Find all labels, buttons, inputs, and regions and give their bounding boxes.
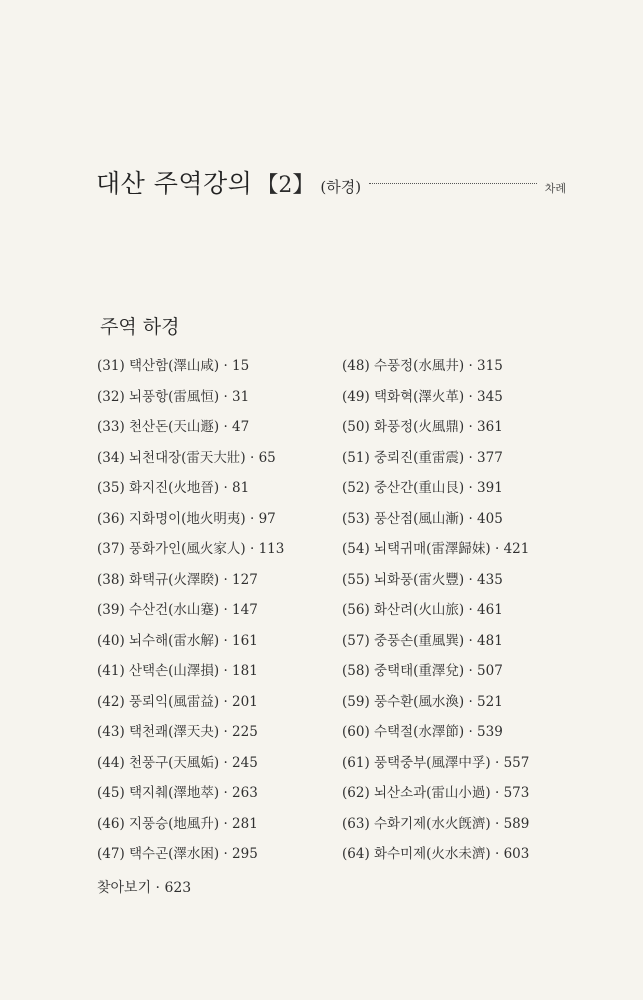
toc-entry: (34) 뇌천대장(雷天大壯) · 65 <box>97 449 276 466</box>
toc-entry: (36) 지화명이(地火明夷) · 97 <box>97 510 276 527</box>
toc-entry: (42) 풍뢰익(風雷益) · 201 <box>97 693 258 710</box>
toc-entry: (31) 택산함(澤山咸) · 15 <box>97 358 250 374</box>
toc-entry: (50) 화풍정(火風鼎) · 361 <box>342 419 503 435</box>
toc-entry: (45) 택지췌(澤地萃) · 263 <box>97 785 258 801</box>
toc-entry: (33) 천산돈(天山遯) · 47 <box>97 419 250 435</box>
index-entry: 찾아보기 · 623 <box>97 880 192 896</box>
toc-entry: (48) 수풍정(水風井) · 315 <box>342 358 503 374</box>
page-header <box>96 164 566 200</box>
toc-entry: (63) 수화기제(水火旣濟) · 589 <box>342 815 530 832</box>
toc-entry: (56) 화산려(火山旅) · 461 <box>342 602 503 618</box>
toc-entry: (32) 뇌풍항(雷風恒) · 31 <box>97 388 250 405</box>
toc-entry: (60) 수택절(水澤節) · 539 <box>342 724 503 740</box>
toc-entry: (47) 택수곤(澤水困) · 295 <box>97 846 258 862</box>
contents-label: 차례 <box>544 182 566 195</box>
toc-entry: (53) 풍산점(風山漸) · 405 <box>342 510 503 527</box>
toc-entry: (59) 풍수환(風水渙) · 521 <box>342 693 503 710</box>
dot-leader <box>369 183 537 184</box>
toc-entry: (55) 뇌화풍(雷火豐) · 435 <box>342 571 503 588</box>
toc-entry: (44) 천풍구(天風姤) · 245 <box>97 754 258 771</box>
toc-entry: (62) 뇌산소과(雷山小過) · 573 <box>342 785 530 801</box>
toc-entry: (61) 풍택중부(風澤中孚) · 557 <box>342 754 530 771</box>
toc-entry: (39) 수산건(水山蹇) · 147 <box>97 602 258 618</box>
toc-entry: (58) 중택태(重澤兌) · 507 <box>342 663 503 679</box>
toc-entry: (46) 지풍승(地風升) · 281 <box>97 815 258 832</box>
toc-entry: (41) 산택손(山澤損) · 181 <box>97 663 258 679</box>
toc-entry: (35) 화지진(火地晉) · 81 <box>97 480 250 496</box>
section-title: 주역 하경 <box>100 316 180 338</box>
toc-entry: (64) 화수미제(火水未濟) · 603 <box>342 846 530 862</box>
toc-entry: (54) 뇌택귀매(雷澤歸妹) · 421 <box>342 541 530 557</box>
toc-entry: (37) 풍화가인(風火家人) · 113 <box>97 541 285 557</box>
toc-entry: (51) 중뢰진(重雷震) · 377 <box>342 449 503 466</box>
toc-entry: (49) 택화혁(澤火革) · 345 <box>342 388 503 405</box>
book-title: 대산 주역강의 <box>96 169 253 198</box>
toc-entry: (52) 중산간(重山艮) · 391 <box>342 480 503 496</box>
toc-column-right <box>342 351 529 870</box>
volume-number: 【2】 <box>256 173 315 198</box>
toc-entry: (43) 택천쾌(澤天夬) · 225 <box>97 724 258 740</box>
toc-entry: (57) 중풍손(重風巽) · 481 <box>342 632 503 649</box>
book-subtitle: (하경) <box>320 178 362 196</box>
toc-column-left <box>97 351 284 870</box>
toc-entry: (40) 뇌수해(雷水解) · 161 <box>97 632 258 649</box>
toc-entry: (38) 화택규(火澤睽) · 127 <box>97 571 258 588</box>
